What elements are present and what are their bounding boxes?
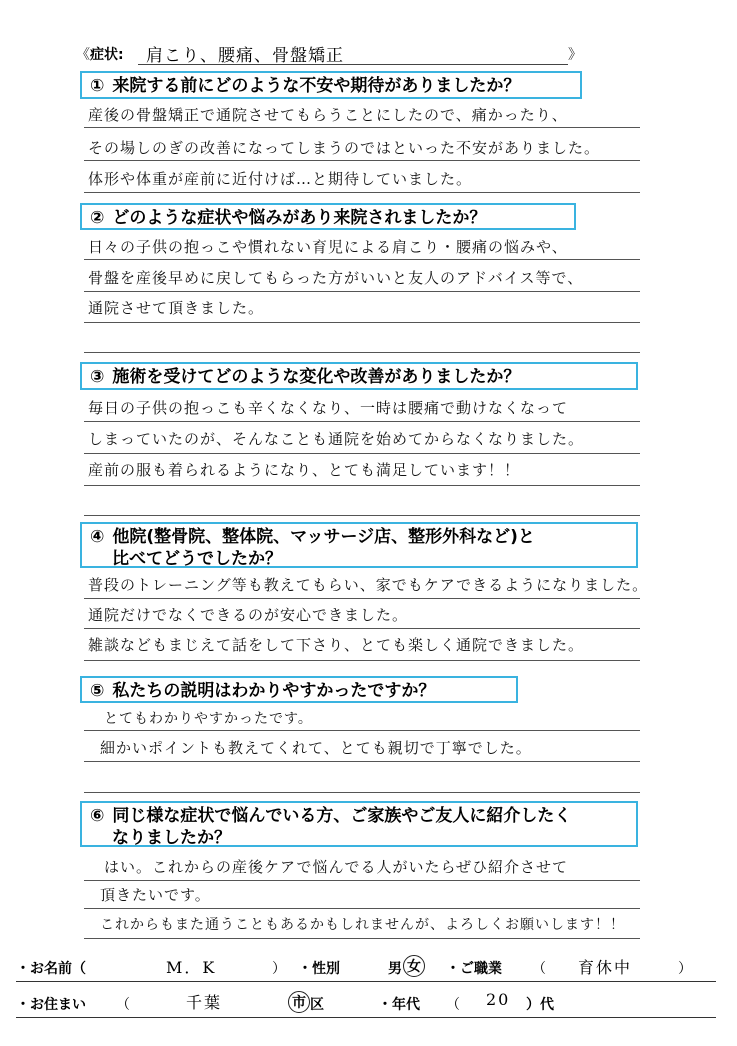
question-1-text: 来院する前にどのような不安や期待がありましたか？	[112, 76, 521, 96]
answer-5-line-1: とてもわかりやすかったです。	[104, 711, 313, 727]
answer-6-line-1: はい。これからの産後ケアで悩んでる人がいたらぜひ紹介させて	[104, 858, 569, 876]
question-5-box	[80, 676, 518, 703]
answer-rule	[84, 761, 640, 762]
answer-rule	[84, 660, 640, 661]
answer-rule	[84, 628, 640, 629]
age-value: 20	[486, 990, 511, 1009]
question-1-number: ①	[90, 76, 105, 96]
name-value: M．K	[166, 958, 217, 977]
answer-rule	[84, 192, 640, 193]
answer-4-line-2: 通院だけでなくできるのが安心できました。	[88, 606, 409, 624]
answer-4-line-3: 雑談などもまじえて話をして下さり、とても楽しく通院できました。	[88, 636, 585, 654]
question-5-number: ⑤	[90, 681, 105, 701]
answer-1-line-3: 体形や体重が産前に近付けば…と期待していました。	[88, 170, 473, 188]
address-ward[interactable]: 区	[310, 997, 324, 1013]
job-label: ・ご職業	[446, 961, 502, 977]
question-6-box	[80, 801, 638, 847]
question-2-text: どのような症状や悩みがあり来院されましたか？	[112, 208, 487, 228]
answer-2-line-3: 通院させて頂きました。	[88, 299, 265, 317]
symptoms-header	[76, 40, 591, 66]
answer-1-line-1: 産後の骨盤矯正で通院させてもらうことにしたので、痛かったり、	[88, 106, 568, 124]
answer-rule	[84, 291, 640, 292]
question-3-box	[80, 362, 638, 390]
answer-4-line-1: 普段のトレーニング等も教えてもらい、家でもケアできるようになりました。	[88, 576, 649, 594]
question-4-box	[80, 522, 638, 568]
address-label: ・お住まい	[16, 997, 86, 1013]
answer-rule	[84, 352, 640, 353]
answer-2-line-1: 日々の子供の抱っこや慣れない育児による肩こり・腰痛の悩みや、	[88, 238, 568, 256]
answer-rule	[84, 730, 640, 731]
answer-5-line-2: 細かいポイントも教えてくれて、とても親切で丁寧でした。	[100, 739, 532, 757]
question-6-text-line-2: なりましたか？	[112, 828, 231, 848]
answer-3-line-3: 産前の服も着られるようになり、とても満足しています！！	[88, 461, 521, 479]
answer-3-line-1: 毎日の子供の抱っこも辛くなくなり、一時は腰痛で動けなくなって	[88, 399, 569, 417]
answer-6-line-3: これからもまた通うこともあるかもしれませんが、よろしくお願いします！！	[100, 917, 625, 933]
answer-1-line-2: その場しのぎの改善になってしまうのではといった不安がありました。	[88, 139, 601, 157]
answer-2-line-2: 骨盤を産後早めに戻してもらった方がいいと友人のアドバイス等で、	[88, 269, 584, 287]
gender-female-circled[interactable]: 女	[403, 955, 425, 977]
name-label: ・お名前（	[16, 961, 86, 977]
question-4-text: 他院(整骨院、整体院、マッサージ店、整形外科など)と	[112, 527, 535, 547]
address-open: （	[116, 997, 130, 1013]
answer-rule	[84, 322, 640, 323]
answer-rule	[84, 421, 640, 422]
footer-underline	[16, 1017, 716, 1018]
answer-3-line-2: しまっていたのが、そんなことも通院を始めてからなくなりました。	[88, 430, 585, 448]
right-bracket: 》	[568, 47, 582, 63]
answer-rule	[84, 938, 640, 939]
gender-male[interactable]: 男	[388, 961, 402, 977]
job-open: （	[532, 961, 546, 977]
question-3-text: 施術を受けてどのような変化や改善がありましたか？	[112, 367, 521, 387]
name-close: ）	[272, 961, 286, 977]
question-2-box	[80, 203, 576, 230]
address-value: 千葉	[186, 993, 223, 1012]
question-4-number: ④	[90, 527, 105, 547]
address-city-circled[interactable]: 市	[288, 991, 310, 1013]
question-2-number: ②	[90, 208, 105, 228]
answer-rule	[84, 515, 640, 516]
symptoms-label: 症状:	[90, 47, 124, 63]
job-value: 育休中	[578, 958, 633, 977]
symptoms-value: 肩こり、腰痛、骨盤矯正	[146, 46, 344, 66]
answer-rule	[84, 485, 640, 486]
symptoms-underline	[138, 64, 568, 65]
footer-row-address	[16, 990, 716, 1016]
age-label: ・年代	[378, 997, 420, 1013]
question-1-box	[80, 71, 582, 99]
job-close: ）	[678, 961, 692, 977]
left-bracket: 《	[76, 47, 90, 63]
footer-row-name	[16, 954, 716, 980]
age-close: ）代	[526, 997, 554, 1013]
answer-rule	[84, 259, 640, 260]
footer-underline	[16, 981, 716, 982]
question-6-text: 同じ様な症状で悩んでいる方、ご家族やご友人に紹介したく	[112, 806, 572, 826]
answer-rule	[84, 127, 640, 128]
gender-label: ・性別	[298, 961, 340, 977]
answer-rule	[84, 453, 640, 454]
question-4-text-line-2: 比べてどうでしたか？	[112, 549, 282, 569]
answer-rule	[84, 792, 640, 793]
answer-rule	[84, 908, 640, 909]
answer-rule	[84, 160, 640, 161]
question-3-number: ③	[90, 367, 105, 387]
answer-6-line-2: 頂きたいです。	[100, 886, 211, 904]
age-open: （	[446, 997, 460, 1013]
answer-rule	[84, 598, 640, 599]
question-6-number: ⑥	[90, 806, 105, 826]
question-5-text: 私たちの説明はわかりやすかったですか？	[112, 681, 436, 701]
answer-rule	[84, 880, 640, 881]
